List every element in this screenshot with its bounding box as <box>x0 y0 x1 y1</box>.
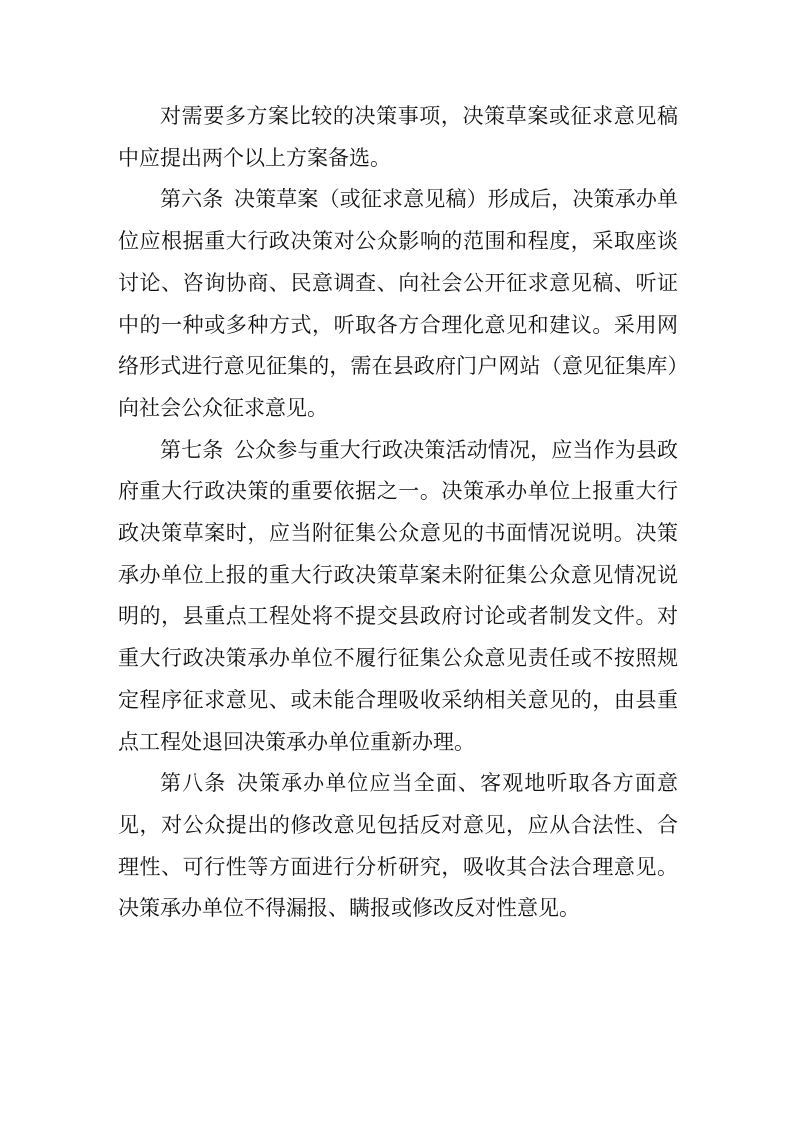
paragraph-text: 决策承办单位应当全面、客观地听取各方面意见，对公众提出的修改意见包括反对意见，应从合法性、合理性、可行性等方面进行分析研究，吸收其合法合理意见。决策承办单位不得漏报、瞒报或修改反对性意见。 <box>118 771 679 921</box>
paragraph-article-6 <box>118 179 678 429</box>
article-heading: 第六条 <box>160 187 224 212</box>
paragraph-article-7 <box>118 430 678 764</box>
paragraph-text: 公众参与重大行政决策活动情况，应当作为县政府重大行政决策的重要依据之一。决策承办单位上报重大行政决策草案时，应当附征集公众意见的书面情况说明。决策承办单位上报的重大行政决策草案未附征集公众意见情况说明的，县重点工程处将不提交县政府讨论或者制发文件。对重大行政决策承办单位不履行征集公众意见责任或不按照规定程序征求意见、或未能合理吸收采纳相关意见的，由县重点工程处退回决策承办单位重新办理。 <box>118 437 679 754</box>
paragraph-text: 决策草案（或征求意见稿）形成后，决策承办单位应根据重大行政决策对公众影响的范围和程度，采取座谈讨论、咨询协商、民意调查、向社会公开征求意见稿、听证中的一种或多种方式，听取各方合理化意见和建议。采用网络形式进行意见征集的，需在县政府门户网站（意见征集库）向社会公众征求意见。 <box>118 187 679 420</box>
article-heading: 第七条 <box>160 437 224 462</box>
article-heading: 第八条 <box>160 771 227 796</box>
paragraph-article-8 <box>118 763 678 930</box>
paragraph-options <box>118 96 678 179</box>
document-body <box>118 96 678 930</box>
paragraph-text: 对需要多方案比较的决策事项，决策草案或征求意见稿中应提出两个以上方案备选。 <box>118 104 678 170</box>
